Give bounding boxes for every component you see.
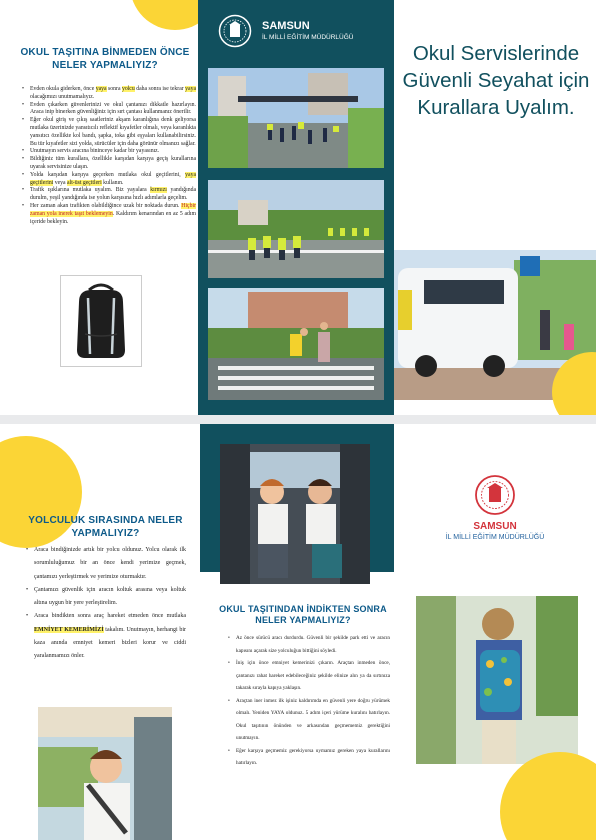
list-item: • Bildiğiniz tüm kurallara, özellikle karşıdan karşıya geçiş kurallarına uyarak servisinize ulaşın. bbox=[30, 156, 196, 172]
school-crossing-photo bbox=[208, 68, 384, 168]
children-walking-photo bbox=[208, 180, 384, 278]
logo-subtitle: İL MİLLİ EĞİTİM MÜDÜRLÜĞÜ bbox=[262, 34, 354, 41]
samsun-logo bbox=[430, 474, 570, 546]
list-item: • Trafik ışıklarına mutlaka uyalım. Biz yayalara kırmızı yandığında durulm, yeşil yandığında ise yolun karşısına hızlı adımlarla geçelim. bbox=[30, 187, 196, 203]
bullet-list-before-boarding bbox=[22, 86, 196, 226]
children-bus-seats-photo bbox=[220, 444, 370, 584]
brochure-page-outside bbox=[0, 0, 596, 415]
heading-before-boarding: OKUL TAŞITINA BİNMEDEN ÖNCE NELER YAPMALIYIZ? bbox=[20, 47, 190, 71]
list-item: • Evden okula giderken, önce yaya sonra yolcu daha sonra ise tekrar yaya olacağımızı unutmamalıyız. bbox=[30, 86, 196, 102]
cover-title: Okul Servislerinde Güvenli Seyahat için Kurallara Uyalım. bbox=[402, 42, 590, 119]
bullet-list-during-trip bbox=[26, 544, 186, 664]
samsun-logo bbox=[218, 14, 388, 50]
list-item: • Araca bindikten sonra araç hareket etmeden önce mutlaka EMNİYET KEMERİMİZİ takalım. Unutmayın, herhangi bir kaza anında emniyet kemeri bizleri korur ve ciddi yaralanmamızı önler. bbox=[34, 610, 186, 663]
list-item: • Evden çıkarken güvenlerinizi ve okul çantanızı dikkatle hazırlayın. Araca inip binerken güvenliğiniz için sırt çantası kullanmanız önerilir. bbox=[30, 102, 196, 118]
ministry-seal-icon bbox=[474, 474, 516, 516]
list-item: • Araçtan iner inmez ilk işiniz kaldırımda en güvenli yere doğru yürümek olmalı. Yeniden YAYA oldunuz. 5 adım içeri yürüme kuralını hatırlayın. Okul taşıtının önünden ve arkasından geçmememiz gerektiğini unutmayın. bbox=[236, 695, 390, 745]
bullet-list-after-exit bbox=[228, 632, 390, 770]
list-item: • İniş için önce emniyet kemerinizi çıkarın. Araçtan inmeden önce, çantanızı rahat hareket edebileceğiniz şekilde elinize alın ya da sırtınıza takarak sırayla kapıya yaklaşın. bbox=[236, 657, 390, 695]
boy-dinosaur-backpack-photo bbox=[416, 596, 578, 764]
list-item: • Unutmayın servis aracına bininceye kadar bir yayasınız. bbox=[30, 148, 196, 156]
list-item: • Çantamızı güvenlik için aracın koltuk arasına veya koltuk altına uygun bir yere yerleştirelim. bbox=[34, 584, 186, 611]
ministry-seal-icon bbox=[218, 14, 252, 48]
logo-subtitle: İL MİLLİ EĞİTİM MÜDÜRLÜĞÜ bbox=[445, 534, 545, 541]
list-item: • Az önce sürücü aracı durdurdu. Güvenli bir şekilde park etti ve aracın kapısını açarak size yolculuğun bittiğini söyledi. bbox=[236, 632, 390, 657]
heading-during-trip: YOLCULUK SIRASINDA NELER YAPMALIYIZ? bbox=[28, 515, 183, 539]
heading-after-exit: OKUL TAŞITINDAN İNDİKTEN SONRA NELER YAPMALIYIZ? bbox=[219, 604, 387, 625]
list-item: • Eğer karşıya geçmemiz gerekiyorsa uymamız gereken yaya kurallarını hatırlayın. bbox=[236, 745, 390, 770]
list-item: • Eğer okul giriş ve çıkış saatleriniz akşam karanlığına denk geliyorsa mutlaka üzerinizde yansıtıcılı reflektif kıyafetler olmalı, veya karanlıkta yansıtıcı özellikte kol bandı, şapka, toka gibi eşyaları kullanabilirsiniz. Bu tür kıyafetler sizi yolda, sürücüler için daha görünür olmanızı sağlar. bbox=[30, 117, 196, 148]
logo-title: SAMSUN bbox=[473, 521, 517, 532]
brochure-page-inside bbox=[0, 424, 596, 840]
boy-seatbelt-photo bbox=[38, 707, 172, 840]
reflective-backpack-image bbox=[60, 275, 142, 367]
list-item: • Araca bindiğinizde artık bir yolcu oldunuz. Yolcu olarak ilk sorumluluğumuz bir an önce kendi yerimize geçmek, çantamızı yerleştirmek ve yerimize oturmaktır. bbox=[34, 544, 186, 584]
logo-title: SAMSUN bbox=[262, 20, 310, 32]
list-item: • Her zaman akan trafikten olabildiğince uzak bir noktada durun. Hiçbir zaman yola inerek taşıt beklemeyin. Kaldırım kenarından en az 5 adım içeride bekleyin. bbox=[30, 203, 196, 226]
crosswalk-photo bbox=[208, 288, 384, 400]
list-item: • Yolda karşıdan karşıya geçerken mutlaka okul geçitlerini, yaya geçitlerini veya alt-üst geçitleri kullanın. bbox=[30, 172, 196, 188]
yellow-circle-decoration bbox=[500, 752, 596, 840]
